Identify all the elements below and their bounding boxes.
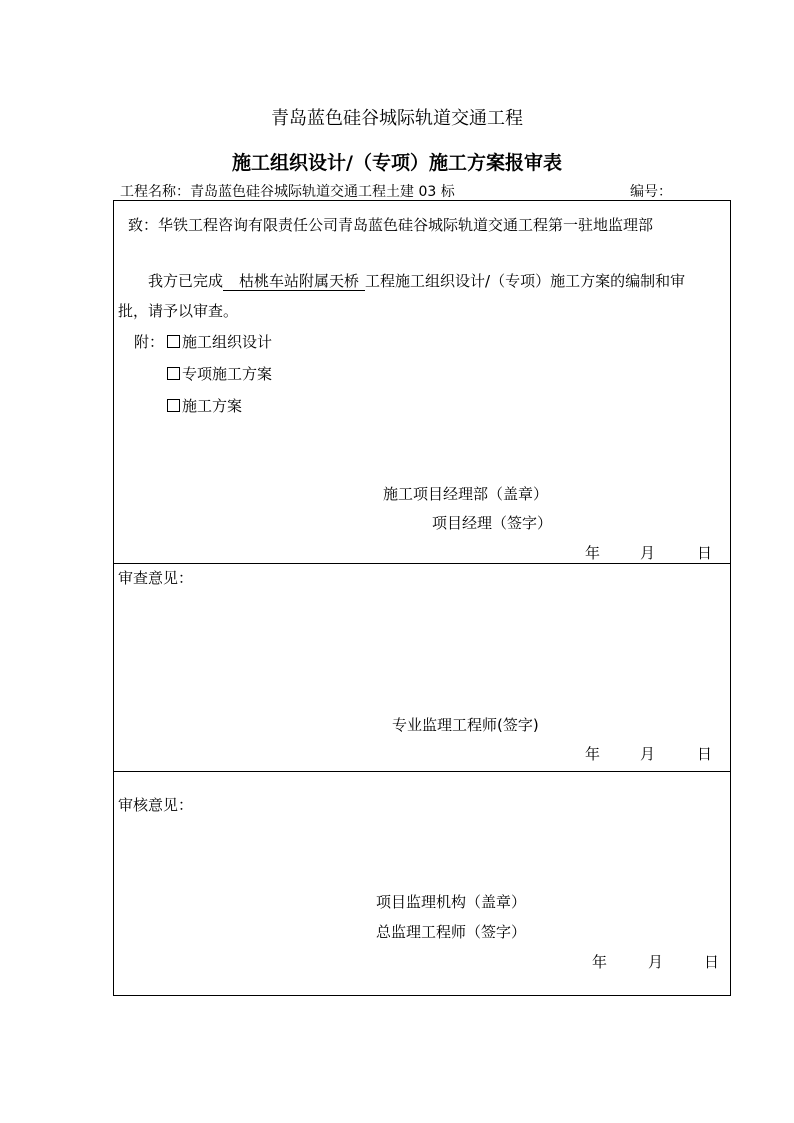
date-year: 年	[592, 953, 608, 971]
review-opinion-title: 审查意见：	[118, 569, 194, 587]
body-prefix: 我方已完成	[148, 272, 224, 290]
project-name-value: 青岛蓝色硅谷城际轨道交通工程土建 03 标	[190, 184, 455, 200]
checkbox[interactable]	[167, 335, 180, 348]
body-line-2: 批，请予以审查。	[118, 302, 239, 320]
to-label: 致：	[128, 216, 159, 234]
date-year: 年	[585, 544, 601, 562]
date-day: 日	[704, 953, 720, 971]
attachment-label: 专项施工方案	[182, 365, 273, 383]
date-month: 月	[648, 953, 664, 971]
checkbox[interactable]	[167, 367, 180, 380]
project-manager-sign-label: 项目经理（签字）	[432, 514, 553, 532]
project-name-row	[120, 181, 455, 201]
attachment-item	[167, 363, 272, 384]
project-item[interactable]: 枯桃车站附属天桥	[223, 272, 365, 291]
attachment-item	[167, 395, 242, 416]
attach-label: 附：	[134, 333, 165, 351]
number-label: 编号：	[630, 184, 672, 200]
recipient-line	[128, 214, 653, 235]
chief-engineer-sign-label: 总监理工程师（签字）	[376, 923, 527, 941]
project-title: 青岛蓝色硅谷城际轨道交通工程	[271, 108, 523, 129]
section-divider-2	[113, 771, 731, 772]
supervision-org-seal-label: 项目监理机构（盖章）	[376, 893, 527, 911]
supervisor-engineer-sign-label: 专业监理工程师(签字)	[392, 716, 539, 734]
date-day: 日	[697, 544, 713, 562]
body-line-1	[148, 270, 685, 291]
audit-opinion-title: 审核意见：	[118, 796, 194, 814]
body-suffix: 工程施工组织设计/（专项）施工方案的编制和审	[365, 272, 686, 290]
attachment-item	[167, 331, 272, 352]
contractor-seal-label: 施工项目经理部（盖章）	[383, 485, 549, 503]
section-divider-1	[113, 563, 731, 564]
date-month: 月	[640, 544, 656, 562]
date-year: 年	[585, 745, 601, 763]
attachment-label: 施工方案	[182, 397, 243, 415]
date-month: 月	[640, 745, 656, 763]
date-day: 日	[697, 745, 713, 763]
form-title: 施工组织设计/（专项）施工方案报审表	[232, 152, 562, 174]
recipient-name: 华铁工程咨询有限责任公司青岛蓝色硅谷城际轨道交通工程第一驻地监理部	[158, 216, 654, 234]
project-name-label: 工程名称：	[120, 184, 190, 200]
attachment-label: 施工组织设计	[182, 333, 273, 351]
checkbox[interactable]	[167, 399, 180, 412]
